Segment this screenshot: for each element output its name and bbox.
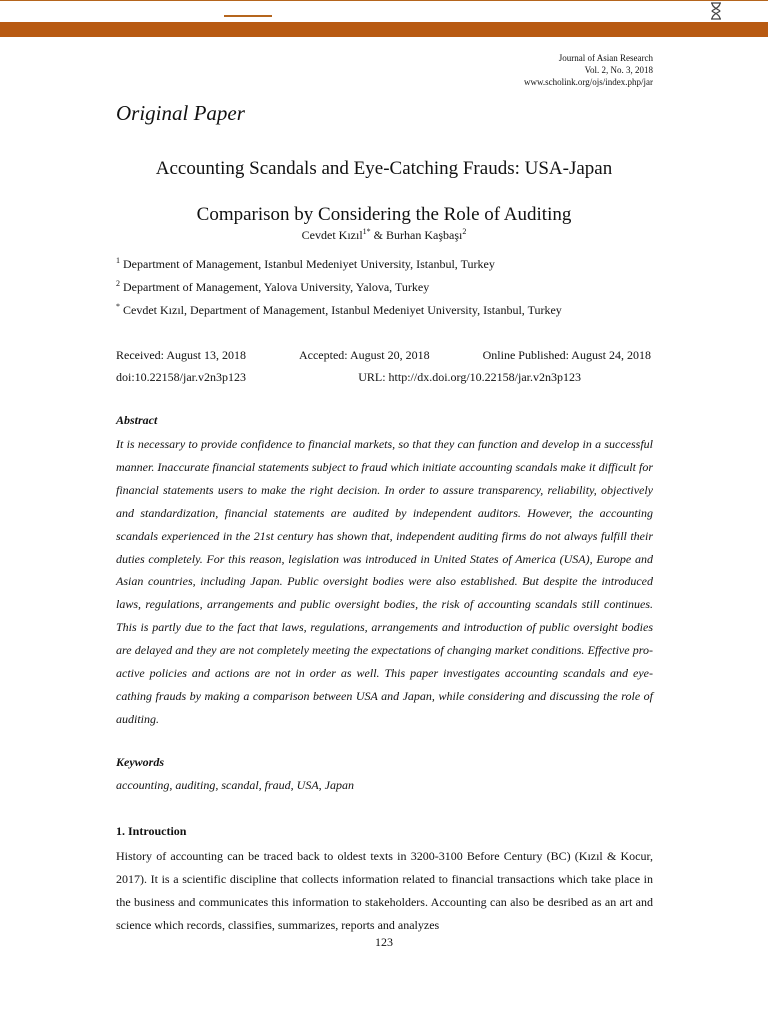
journal-volume: Vol. 2, No. 3, 2018 [584,65,653,75]
author-1-name: Cevdet Kızıl [301,228,363,242]
abstract-heading: Abstract [116,413,158,427]
author-separator: & [370,228,386,242]
author-1-marker: 1* [362,227,371,236]
author-list [96,228,672,243]
keywords-heading: Keywords [116,755,164,769]
author-2-name: Burhan Kaşbaşı [386,228,463,242]
author-2-marker: 2 [462,227,467,236]
publication-dates [116,344,651,388]
affiliation-marker: 1 [116,256,120,265]
affiliation-text: Department of Management, Istanbul Medeniyet University, Istanbul, Turkey [123,257,495,271]
affiliation-2 [116,276,656,299]
doi: doi:10.22158/jar.v2n3p123 [116,370,246,384]
affiliation-corresponding [116,299,656,322]
affiliation-1 [116,253,656,276]
paper-type: Original Paper [116,101,245,125]
accepted-date: Accepted: August 20, 2018 [298,348,430,362]
doi-url[interactable]: URL: http://dx.doi.org/10.22158/jar.v2n3p123 [358,370,581,384]
affiliation-marker: * [116,302,120,311]
published-date: Online Published: August 24, 2018 [482,348,651,362]
journal-name: Journal of Asian Research [558,53,653,63]
affiliation-text: Cevdet Kızıl, Department of Management, Istanbul Medeniyet University, Istanbul, Turkey [123,303,562,317]
abstract-text: It is necessary to provide confidence to financial markets, so that they can function and develop in a successful manner. Inaccurate financial statements subject to fraud which initiate accounting scandals make it difficult for financial statements users to make the right decision. In order to assure transparency, reliability, objectively and standardization, financial statements are audited by independent auditors. However, the accounting scandals experienced in the 21st century has shown that, independent auditing firms do not always fulfill their duties completely. For this reason, legislation was introduced in United States of America (USA), Europe and Asian countries, including Japan. Public oversight bodies were also established. But despite the introduced laws, regulations, arrangements and public oversight bodies, the risk of accounting scandals still continues. This is partly due to the fact that laws, regulations, arrangements and introduction of public oversight bodies are delayed and they are not completely meeting the expectations of changing market conditions. Effective pro-active policies and actions are not in order as well. This paper investigates accounting scandals and eye-cathing frauds by making a comparison between USA and Japan, while considering and discussing the role of auditing. [116,437,653,726]
affiliation-marker: 2 [116,279,120,288]
keywords-text: accounting, auditing, scandal, fraud, USA, Japan [116,778,354,792]
section-heading: 1. Introuction [116,824,187,838]
received-date: Received: August 13, 2018 [116,348,246,362]
journal-url[interactable]: www.scholink.org/ojs/index.php/jar [524,77,653,87]
affiliations [116,253,656,322]
section-text: History of accounting can be traced back to oldest texts in 3200-3100 Before Century (BC) (Kızıl & Kocur, 2017). It is a scientific discipline that collects information related to financial transactions which take place in the business and communicates this information to stakeholders. Accounting can also be desribed as an art and science which records, classifies, summarizes, reports and analyzes [116,849,653,932]
affiliation-text: Department of Management, Yalova University, Yalova, Turkey [123,280,430,294]
hourglass-icon[interactable] [708,2,724,20]
title-line-2: Comparison by Considering the Role of Auditing [196,204,572,225]
title-line-1: Accounting Scandals and Eye-Catching Frauds: USA-Japan [155,158,613,179]
active-tab-indicator[interactable] [224,15,272,17]
dates-row [116,344,651,366]
doi-row [116,366,651,388]
paper-title [96,146,672,238]
page-number: 123 [375,935,393,949]
journal-info [524,52,653,88]
top-toolbar-strip [0,0,768,23]
journal-header-band [0,22,768,37]
